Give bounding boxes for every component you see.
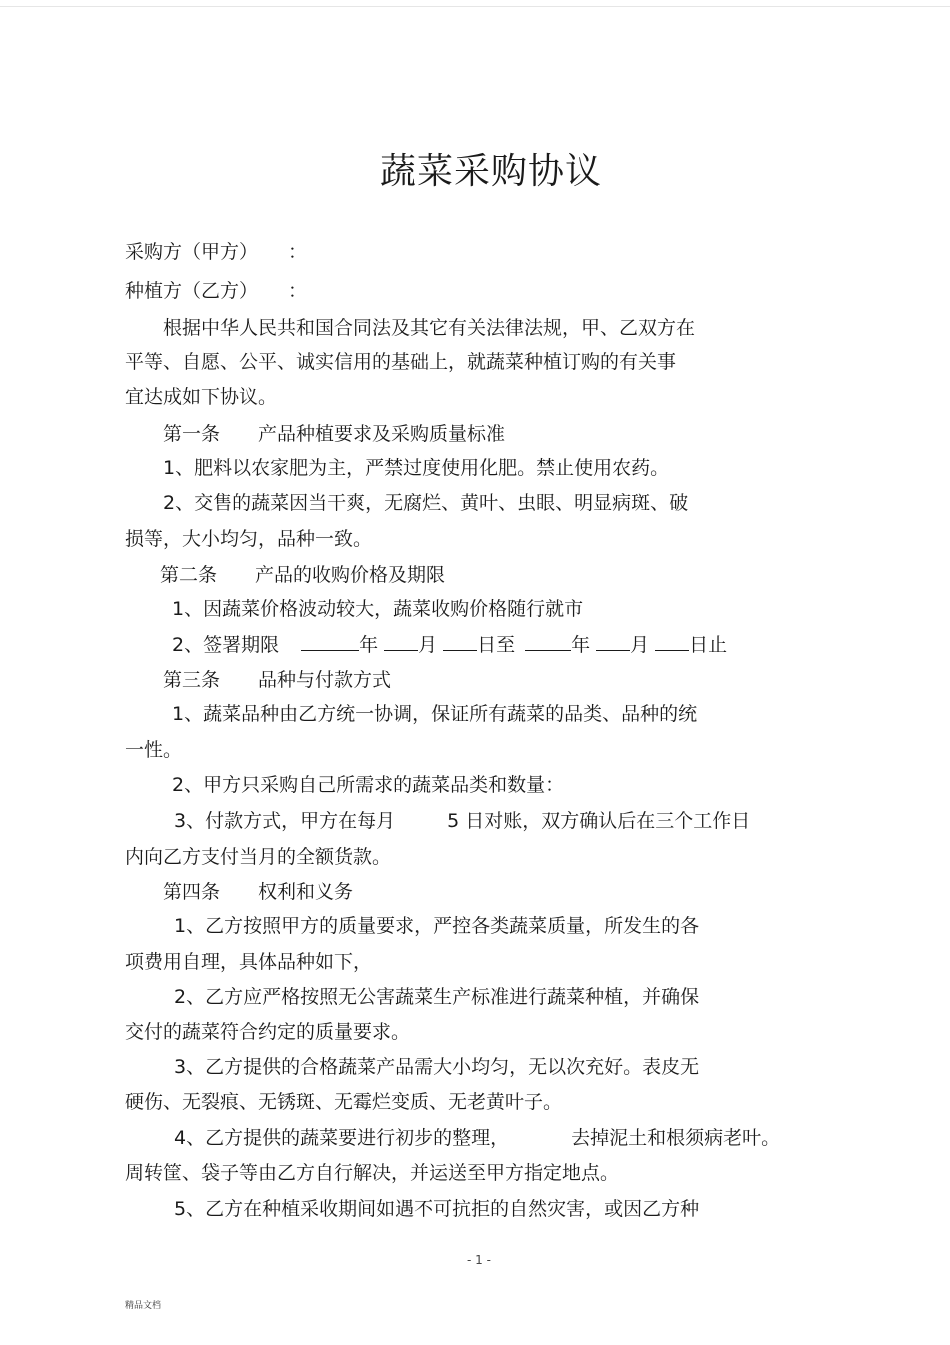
buyer-label: 采购方（甲方）	[125, 241, 259, 263]
start-month-unit: 月	[418, 634, 438, 656]
article4-item2-line2: 交付的蔬菜符合约定的质量要求。	[125, 1021, 411, 1043]
page-top-rule	[0, 6, 950, 7]
grower-colon: ：	[288, 280, 308, 302]
article2-title: 产品的收购价格及期限	[255, 564, 446, 586]
preamble-line-1: 根据中华人民共和国合同法及其它有关法律法规，甲、乙双方在	[163, 317, 696, 339]
article4-item4-line1	[174, 1125, 780, 1151]
article3-item1-line2: 一性。	[125, 739, 183, 761]
sorting-part1: 4、乙方提供的蔬菜要进行初步的整理，	[174, 1127, 510, 1149]
end-year-blank	[525, 632, 571, 651]
end-month-unit: 月	[630, 634, 650, 656]
payment-terms-part2: 5 日对账，双方确认后在三个工作日	[447, 810, 751, 832]
article4-heading	[163, 879, 353, 905]
article4-item5-line1: 5、乙方在种植采收期间如遇不可抗拒的自然灾害，或因乙方种	[174, 1198, 700, 1220]
document-title: 蔬菜采购协议	[379, 151, 602, 192]
article1-number: 第一条	[163, 423, 221, 445]
article4-item1-line1: 1、乙方按照甲方的质量要求，严控各类蔬菜质量，所发生的各	[174, 915, 700, 937]
article4-number: 第四条	[163, 881, 221, 903]
buyer-line	[125, 239, 307, 265]
signing-period-label: 2、签署期限	[172, 634, 280, 656]
end-day-blank	[655, 632, 689, 651]
article4-item4-line2: 周转筐、袋子等由乙方自行解决，并运送至甲方指定地点。	[125, 1162, 620, 1184]
start-day-blank	[443, 632, 477, 651]
article4-item3-line1: 3、乙方提供的合格蔬菜产品需大小均匀，无以次充好。表皮无	[174, 1056, 700, 1078]
preamble-line-2: 平等、自愿、公平、诚实信用的基础上，就蔬菜种植订购的有关事	[125, 351, 677, 373]
article3-item3-line1	[174, 808, 750, 834]
article1-item2-line1: 2、交售的蔬菜因当干爽，无腐烂、黄叶、虫眼、明显病斑、破	[163, 492, 689, 514]
end-month-blank	[596, 632, 630, 651]
article4-item1-line2: 项费用自理，具体品种如下，	[125, 951, 373, 973]
watermark-text: 精品文档	[125, 1301, 162, 1311]
preamble-line-3: 宜达成如下协议。	[125, 386, 278, 408]
article2-item1: 1、因蔬菜价格波动较大，蔬菜收购价格随行就市	[172, 598, 584, 620]
grower-line	[125, 278, 307, 304]
page-number: - 1 -	[467, 1253, 491, 1267]
article4-item3-line2: 硬伤、无裂痕、无锈斑、无霉烂变质、无老黄叶子。	[125, 1091, 563, 1113]
start-year-unit: 年	[359, 634, 379, 656]
payment-terms-part1: 3、付款方式，甲方在每月	[174, 810, 396, 832]
article1-heading	[163, 421, 505, 447]
article1-item2-line2: 损等，大小均匀，品种一致。	[125, 528, 373, 550]
start-month-blank	[384, 632, 418, 651]
article3-heading	[163, 667, 391, 693]
end-year-unit: 年	[571, 634, 591, 656]
article2-number: 第二条	[160, 564, 218, 586]
grower-label: 种植方（乙方）	[125, 280, 259, 302]
start-year-blank	[301, 632, 359, 651]
article4-item2-line1: 2、乙方应严格按照无公害蔬菜生产标准进行蔬菜种植，并确保	[174, 986, 700, 1008]
article2-heading	[160, 562, 445, 588]
article4-title: 权利和义务	[258, 881, 354, 903]
start-day-unit: 日至	[477, 634, 516, 656]
article2-item2	[172, 632, 727, 658]
article1-title: 产品种植要求及采购质量标准	[258, 423, 506, 445]
end-day-unit: 日止	[689, 634, 728, 656]
article3-item2: 2、甲方只采购自己所需求的蔬菜品类和数量：	[172, 774, 565, 796]
article1-item1: 1、肥料以农家肥为主，严禁过度使用化肥。禁止使用农药。	[163, 457, 670, 479]
article3-item1-line1: 1、蔬菜品种由乙方统一协调，保证所有蔬菜的品类、品种的统	[172, 703, 698, 725]
article3-title: 品种与付款方式	[258, 669, 392, 691]
article3-number: 第三条	[163, 669, 221, 691]
sorting-part2: 去掉泥土和根须病老叶。	[571, 1127, 781, 1149]
article3-item3-line2: 内向乙方支付当月的全额货款。	[125, 846, 392, 868]
buyer-colon: ：	[288, 241, 308, 263]
